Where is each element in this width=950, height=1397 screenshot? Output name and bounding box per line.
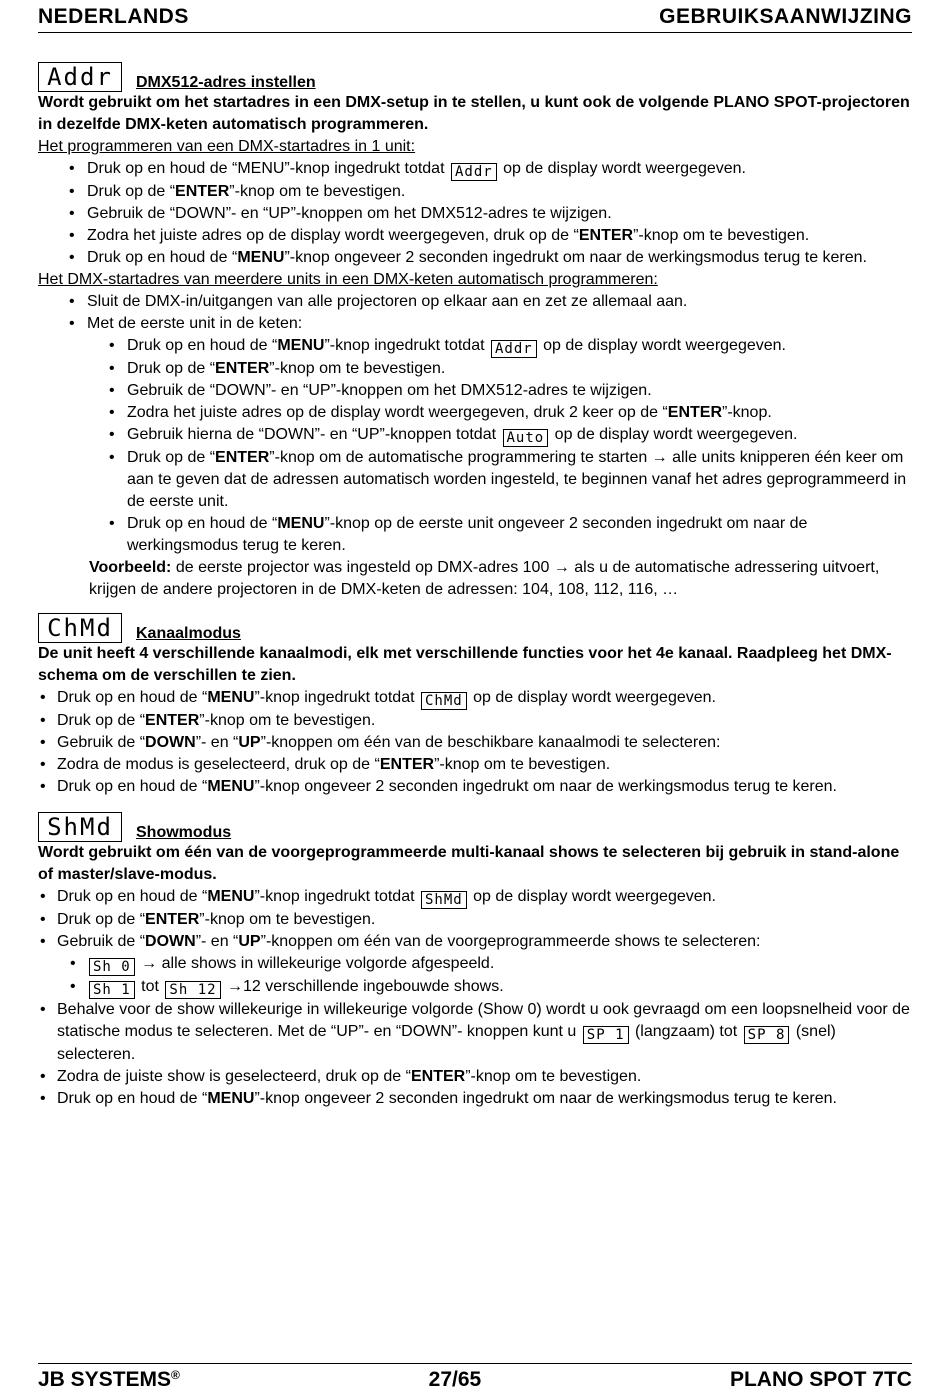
- lcd-chmd-icon: ChMd: [38, 613, 122, 643]
- list-item: • Druk op en houd de “MENU”-knop ongeveer 2 seconden ingedrukt om naar de werkingsmodus terug te keren.: [38, 247, 912, 269]
- nested-bullet-list: [38, 335, 912, 557]
- lcd-addr-icon: Addr: [38, 62, 122, 92]
- list-item: • Gebruik de “DOWN”- en “UP”-knoppen om het DMX512-adres te wijzigen.: [38, 380, 912, 402]
- section-show-mode: [38, 808, 912, 1110]
- section-title: Showmodus: [136, 824, 232, 841]
- lcd-shmd-icon: ShMd: [421, 891, 467, 909]
- list-item: • Zodra de juiste show is geselecteerd, druk op de “ENTER”-knop om te bevestigen.: [38, 1066, 912, 1088]
- lcd-addr-icon: Addr: [491, 340, 537, 358]
- list-item: • Druk op en houd de “MENU”-knop op de eerste unit ongeveer 2 seconden ingedrukt om naar de werkingsmodus terug te keren.: [38, 513, 912, 557]
- section-heading: [38, 58, 912, 92]
- lcd-sh1-icon: Sh 1: [89, 981, 135, 999]
- list-item: • Sluit de DMX-in/uitgangen van alle projectoren op elkaar aan en zet ze allemaal aan.: [38, 291, 912, 313]
- list-item: • Zodra de modus is geselecteerd, druk op de “ENTER”-knop om te bevestigen.: [38, 754, 912, 776]
- list-item: • Druk op en houd de “MENU”-knop ingedrukt totdat ChMd op de display wordt weergegeven.: [38, 687, 912, 710]
- lcd-auto-icon: Auto: [503, 429, 549, 447]
- page-footer: [38, 1363, 912, 1396]
- list-item: • Druk op en houd de “MENU”-knop ongeveer 2 seconden ingedrukt om naar de werkingsmodus terug te keren.: [38, 776, 912, 798]
- footer-product: PLANO SPOT 7TC: [729, 1368, 912, 1391]
- list-item: • Druk op de “ENTER”-knop om te bevestigen.: [38, 181, 912, 203]
- footer-brand: JB SYSTEMS®: [38, 1368, 180, 1391]
- list-item: • Zodra het juiste adres op de display wordt weergegeven, druk op de “ENTER”-knop om te bevestigen.: [38, 225, 912, 247]
- example-note: Voorbeeld: de eerste projector was ingesteld op DMX-adres 100 → als u de automatische adressering uitvoert, krijgen de andere projectoren in de DMX-keten de adressen: 104, 108, 112, 116, …: [89, 559, 880, 598]
- list-item: • Gebruik de “DOWN”- en “UP”-knoppen om het DMX512-adres te wijzigen.: [38, 203, 912, 225]
- list-item: • Druk op en houd de “MENU”-knop ingedrukt totdat ShMd op de display wordt weergegeven.: [38, 886, 912, 909]
- subheading: Het DMX-startadres van meerdere units in een DMX-keten automatisch programmeren:: [38, 271, 658, 288]
- list-item: • Druk op en houd de “MENU”-knop ongeveer 2 seconden ingedrukt om naar de werkingsmodus terug te keren.: [38, 1088, 912, 1110]
- lcd-addr-icon: Addr: [451, 163, 497, 181]
- section-title: DMX512-adres instellen: [136, 74, 316, 91]
- list-item: • Druk op en houd de “MENU”-knop ingedrukt totdat Addr op de display wordt weergegeven.: [38, 158, 912, 181]
- section-dmx-address: [38, 58, 912, 601]
- page-content: [38, 58, 912, 1110]
- list-item: • Sh 0 → alle shows in willekeurige volgorde afgespeeld.: [38, 953, 912, 976]
- lcd-sh12-icon: Sh 12: [165, 981, 220, 999]
- list-item: • Gebruik hierna de “DOWN”- en “UP”-knoppen totdat Auto op de display wordt weergegeven.: [38, 424, 912, 447]
- lcd-shmd-icon: ShMd: [38, 812, 122, 842]
- list-item: • Gebruik de “DOWN”- en “UP”-knoppen om één van de beschikbare kanaalmodi te selecteren:: [38, 732, 912, 754]
- list-item: • Sh 1 tot Sh 12 →12 verschillende ingebouwde shows.: [38, 976, 912, 999]
- section-heading: [38, 609, 912, 643]
- nested-bullet-list: [38, 953, 912, 999]
- footer-page-number: 27/65: [428, 1368, 482, 1391]
- bullet-list: [38, 158, 912, 269]
- bullet-list: [38, 999, 912, 1110]
- section-intro: De unit heeft 4 verschillende kanaalmodi, elk met verschillende functies voor het 4e kanaal. Raadpleeg het DMX-schema om de verschillen te zien.: [38, 645, 892, 684]
- section-channel-mode: [38, 609, 912, 798]
- lcd-sp8-icon: SP 8: [744, 1026, 790, 1044]
- section-heading: [38, 808, 912, 842]
- lcd-sh0-icon: Sh 0: [89, 958, 135, 976]
- list-item: • Met de eerste unit in de keten:: [38, 313, 912, 335]
- section-intro: Wordt gebruikt om het startadres in een DMX-setup in te stellen, u kunt ook de volgende PLANO SPOT-projectoren in dezelfde DMX-keten automatisch programmeren.: [38, 94, 910, 133]
- list-item: • Druk op de “ENTER”-knop om te bevestigen.: [38, 710, 912, 732]
- list-item: • Behalve voor de show willekeurige in willekeurige volgorde (Show 0) wordt u ook gevraagd om een loopsnelheid voor de statische modus te selecteren. Met de “UP”- en “DOWN”- knoppen kunt u SP 1 (langzaam) tot SP 8 (snel) selecteren.: [38, 999, 912, 1066]
- page-header: [38, 2, 912, 33]
- list-item: • Druk op de “ENTER”-knop om te bevestigen.: [38, 909, 912, 931]
- bullet-list: [38, 886, 912, 953]
- bullet-list: [38, 291, 912, 335]
- header-language: NEDERLANDS: [38, 5, 189, 28]
- list-item: • Zodra het juiste adres op de display wordt weergegeven, druk 2 keer op de “ENTER”-knop.: [38, 402, 912, 424]
- section-title: Kanaalmodus: [136, 625, 241, 642]
- bullet-list: [38, 687, 912, 798]
- list-item: • Gebruik de “DOWN”- en “UP”-knoppen om één van de voorgeprogrammeerde shows te selecteren:: [38, 931, 912, 953]
- list-item: • Druk op en houd de “MENU”-knop ingedrukt totdat Addr op de display wordt weergegeven.: [38, 335, 912, 358]
- header-doc-type: GEBRUIKSAANWIJZING: [659, 5, 912, 28]
- section-intro: Wordt gebruikt om één van de voorgeprogrammeerde multi-kanaal shows te selecteren bij gebruik in stand-alone of master/slave-modus.: [38, 844, 900, 883]
- subheading: Het programmeren van een DMX-startadres in 1 unit:: [38, 138, 416, 155]
- list-item: • Druk op de “ENTER”-knop om te bevestigen.: [38, 358, 912, 380]
- lcd-chmd-icon: ChMd: [421, 692, 467, 710]
- lcd-sp1-icon: SP 1: [583, 1026, 629, 1044]
- list-item: • Druk op de “ENTER”-knop om de automatische programmering te starten → alle units knipperen één keer om aan te geven dat de adressen automatisch worden ingesteld, te beginnen vanaf het adres geprogrammeerd in de eerste unit.: [38, 447, 912, 513]
